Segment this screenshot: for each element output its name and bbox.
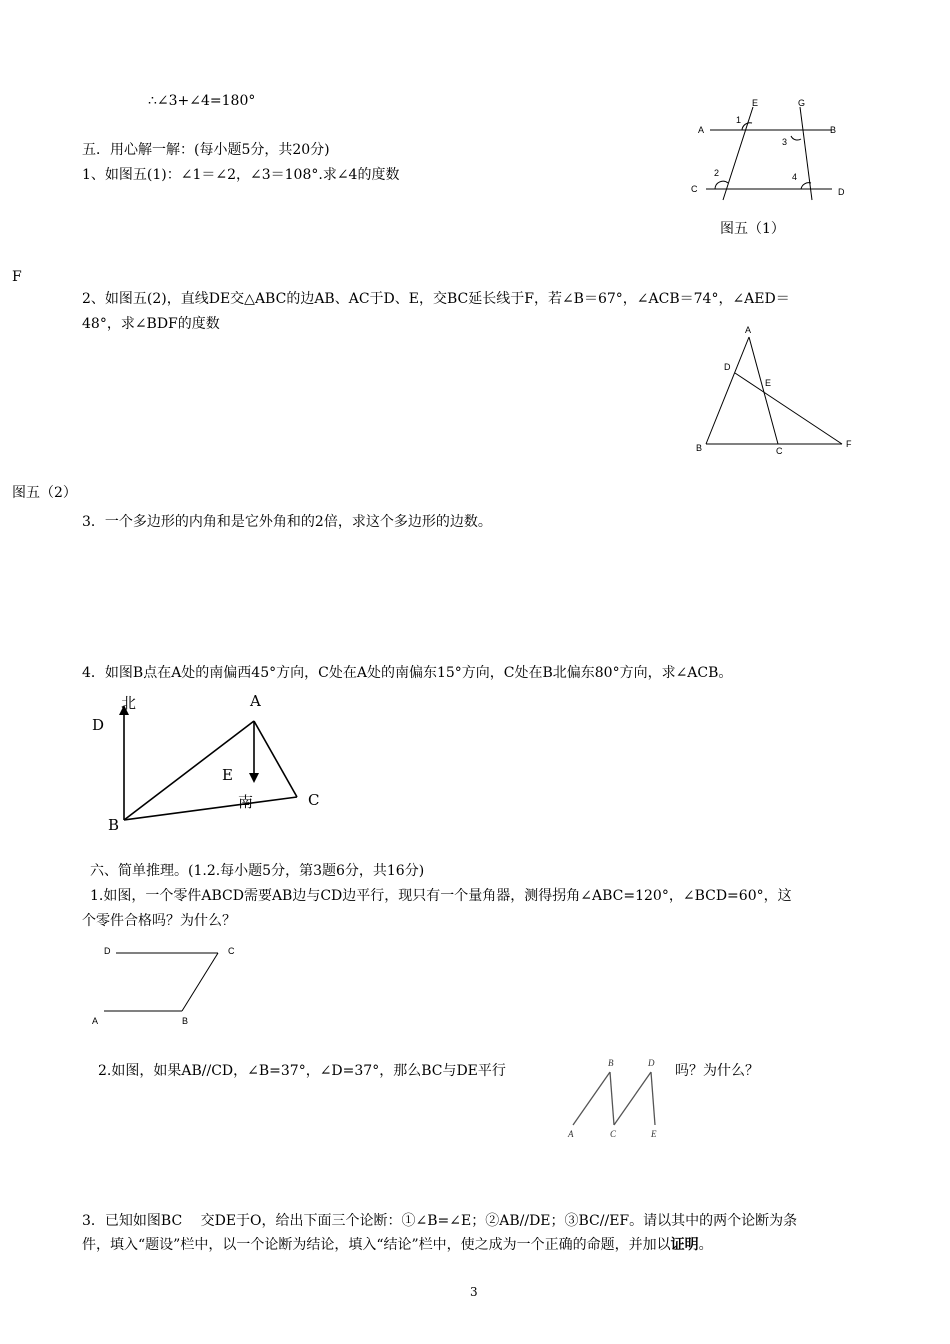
- fig1-label-d: D: [838, 187, 845, 197]
- question-5-3: 3．一个多边形的内角和是它外角和的2倍，求这个多边形的边数。: [82, 514, 492, 530]
- question-6-1-line2: 个零件合格吗？为什么？: [82, 913, 236, 929]
- figure-6-1: [90, 945, 240, 1025]
- fig1-label-a: A: [698, 125, 705, 135]
- fig2-caption: 图五（2）: [12, 485, 77, 501]
- figure-6-2: [565, 1060, 675, 1140]
- fig2-label-c: C: [776, 446, 783, 456]
- fig2-label-b: B: [696, 443, 703, 453]
- stray-label-f: F: [12, 269, 22, 285]
- q3-line2-bold: 证明: [670, 1237, 699, 1253]
- section-5-title: 五．用心解一解：(每小题5分，共20分): [82, 142, 330, 158]
- fig6-1-label-c: C: [228, 946, 235, 956]
- question-5-2-line2: 48°，求∠BDF的度数: [82, 316, 220, 332]
- fig1-angle-3: 3: [782, 137, 788, 147]
- q3-line2-pre: 件，填入“题设”栏中，以一个论断为结论，填入“结论”栏中，使之成为一个正确的命题，并加以: [82, 1237, 671, 1253]
- fig4-label-north: 北: [121, 694, 137, 712]
- question-5-2-line1: 2、如图五(2)，直线DE交△ABC的边AB、AC于D、E，交BC延长线于F，若∠B＝67°，∠ACB＝74°，∠AED＝: [82, 291, 790, 307]
- fig1-label-c: C: [691, 184, 698, 194]
- fig2-label-d: D: [724, 362, 731, 372]
- fig1-angle-2: 2: [714, 168, 720, 178]
- fig6-2-label-b: B: [608, 1058, 614, 1068]
- fig6-1-label-a: A: [92, 1016, 99, 1026]
- question-6-3-line1: 3．已知如图BC 交DE于O，给出下面三个论断：①∠B=∠E；②AB//DE；③BC//EF。请以其中的两个论断为条: [82, 1213, 798, 1229]
- fig2-label-f: F: [846, 439, 852, 449]
- fig2-label-e: E: [765, 378, 772, 388]
- proof-conclusion-line: ∴∠3+∠4=180°: [148, 93, 256, 109]
- fig6-2-label-c: C: [610, 1129, 617, 1139]
- question-5-4: 4．如图B点在A处的南偏西45°方向，C处在A处的南偏东15°方向，C处在B北偏东80°方向，求∠ACB。: [82, 665, 733, 681]
- fig4-label-d: D: [92, 716, 105, 734]
- fig6-2-label-a: A: [568, 1129, 574, 1139]
- fig4-label-a: A: [250, 692, 261, 710]
- fig1-label-b: B: [830, 125, 837, 135]
- fig1-label-g: G: [798, 98, 806, 108]
- figure-5-1: [690, 95, 850, 205]
- question-6-2: 2.如图，如果AB//CD，∠B=37°，∠D=37°，那么BC与DE平行: [98, 1063, 506, 1079]
- fig4-label-south: 南: [238, 793, 254, 811]
- question-6-1-line1: 1.如图，一个零件ABCD需要AB边与CD边平行，现只有一个量角器，测得拐角∠ABC=120°，∠BCD=60°，这: [90, 888, 792, 904]
- fig6-1-label-b: B: [182, 1016, 189, 1026]
- fig4-label-b: B: [108, 816, 120, 834]
- fig6-1-label-d: D: [104, 946, 111, 956]
- question-5-1: 1、如图五(1)：∠1＝∠2，∠3＝108°.求∠4的度数: [82, 167, 400, 183]
- section-6-title: 六、简单推理。(1.2.每小题5分，第3题6分，共16分): [90, 863, 425, 879]
- question-6-2-tail: 吗？为什么？: [675, 1063, 759, 1079]
- page-number: 3: [470, 1285, 478, 1299]
- fig6-2-label-e: E: [651, 1129, 657, 1139]
- fig6-2-label-d: D: [648, 1058, 655, 1068]
- fig1-caption: 图五（1）: [720, 221, 785, 237]
- figure-5-4: [110, 705, 330, 830]
- figure-5-2: [690, 325, 860, 465]
- fig2-label-a: A: [745, 325, 752, 335]
- fig1-angle-1: 1: [736, 115, 742, 125]
- fig4-label-c: C: [308, 791, 320, 809]
- fig4-label-e: E: [222, 766, 233, 784]
- question-6-3-line2: [82, 1236, 713, 1254]
- fig1-angle-4: 4: [792, 172, 798, 182]
- q3-line2-post: 。: [698, 1237, 713, 1253]
- fig1-label-e: E: [752, 98, 759, 108]
